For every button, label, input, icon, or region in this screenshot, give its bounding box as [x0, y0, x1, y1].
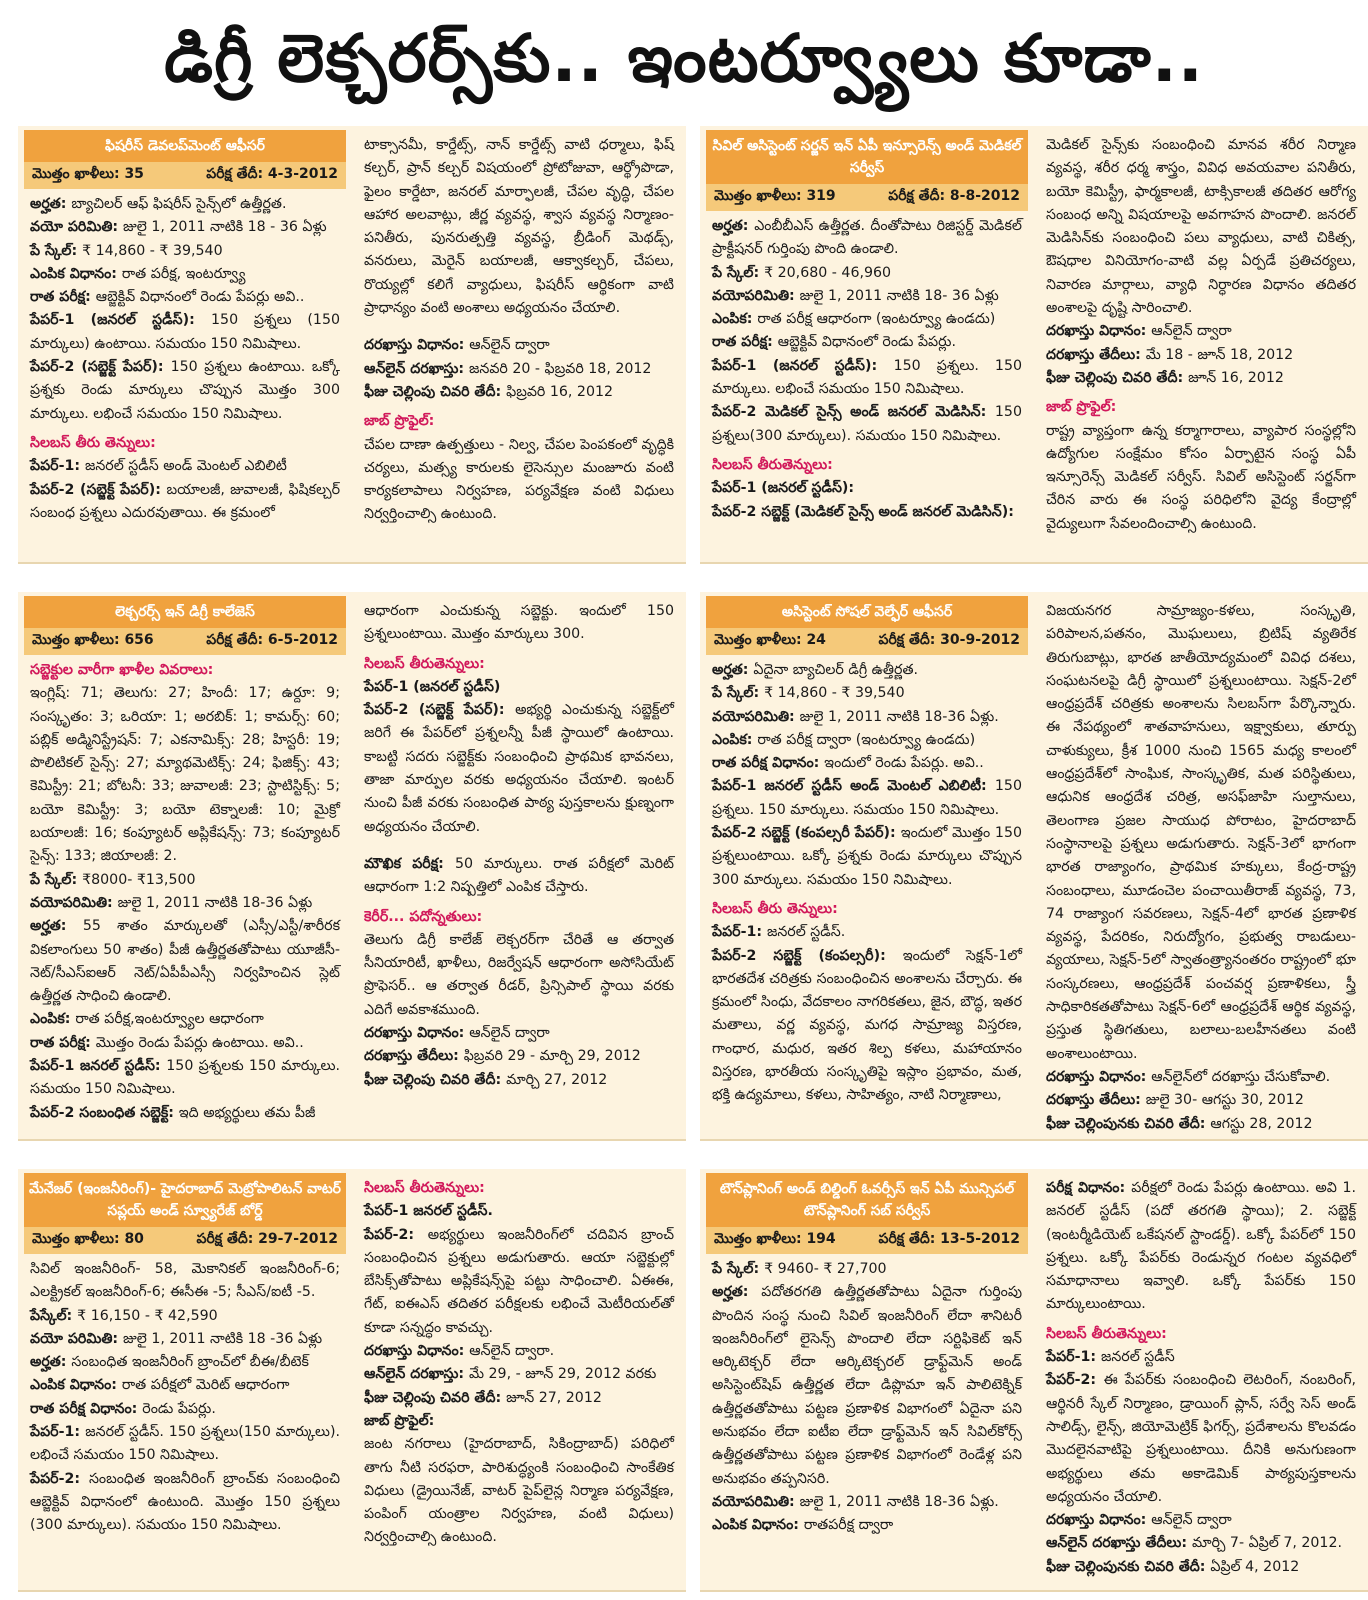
field-value: జూన్ 16, 2012 — [1188, 369, 1284, 386]
panel-title: సివిల్ అసిస్టెంట్ సర్జన్ ఇన్ ఏపీ ఇన్సూరెన్స్ అండ్ మెడికల్ సర్వీస్ — [706, 130, 1028, 184]
field-label: అర్హత: — [712, 662, 754, 678]
body-paragraph — [30, 286, 340, 309]
body-paragraph — [712, 355, 1022, 402]
panel-right-column — [1040, 130, 1362, 558]
body-paragraph — [364, 1387, 674, 1410]
field-label: పే స్కేల్: — [712, 685, 765, 702]
field-value: మెడికల్ సైన్స్‌కు సంబంధించి మానవ శరీర నిర్మాణ వ్యవస్థ, శరీర ధర్మ శాస్త్రం, వివిధ అవయవాల పనితీరు, బయో కెమిస్ట్రీ, ఫార్మకాలజీ, టాక్సికాలజీ తదితర ఆరోగ్య సంబంధ అన్ని విషయాలపై అవగాహన పొందాలి. జనరల్ మెడిసిన్‌కు సంబంధించి పలు వ్యాధులు, వాటి చికిత్స, ఔషధాల వినియోగం-వాటి వల్ల ఏర్పడే ప్రతిచర్యలు, నివారణ మార్గాలు, వ్యాధి నిర్ధారణ విధానం తదితర అంశాలపై దృష్టి సారించాలి. — [1046, 137, 1356, 317]
panel-body — [358, 130, 680, 527]
panel-body — [358, 1173, 680, 1550]
field-label: ఫీజు చెల్లింపు చివరి తేదీ: — [364, 1389, 507, 1406]
field-label: వయో పరిమితి: — [30, 219, 124, 236]
field-value: ఇందులో మొత్తం 150 ప్రశ్నలుంటాయి. ఒక్కో ప్రశ్నకు రెండు మార్కులు చొప్పున 300 మార్కులు. సమయం 150 నిమిషాలు. — [712, 825, 1022, 888]
panel-title: ఫిషరీస్ డెవలప్‌మెంట్ ఆఫీసర్ — [24, 130, 346, 162]
job-panel — [18, 592, 686, 1141]
field-label: దరఖాస్తు తేదీలు: — [1046, 1092, 1146, 1109]
field-label: రాత పరీక్ష విధానం: — [30, 1400, 143, 1417]
field-value: 150 ప్రశ్నలు ఉంటాయి. ఒక్కో ప్రశ్నకు రెండు మార్కులు చొప్పున మొత్తం 300 మార్కులు. లభించే సమయం 150 నిమిషాలు. — [30, 359, 340, 422]
body-paragraph — [364, 676, 674, 699]
field-value: జనరల్ స్టడీస్. 150 ప్రశ్నలు(150 మార్కులు). లభించే సమయం 150 నిమిషాలు. — [30, 1424, 341, 1464]
field-value: సివిల్ ఇంజనీరింగ్- 58, మెకానికల్ ఇంజనీరింగ్-6; ఎలక్ట్రికల్ ఇంజనీరింగ్-6; ఈసీఈ -5; సీఎస్/ఐటీ -5. — [30, 1261, 340, 1301]
field-value: జులై 1, 2011 నాటికి 18-36 ఏళ్లు — [117, 894, 313, 911]
field-label: దరఖాస్తు విధానం: — [1046, 1068, 1152, 1085]
body-paragraph — [1046, 1556, 1356, 1579]
field-label: అర్హత: — [30, 918, 83, 935]
field-value: ₹ 16,150 - ₹ 42,590 — [77, 1307, 218, 1324]
field-value: సంబంధిత ఇంజనీరింగ్ బ్రాంచ్‌లో బీఈ/బీటెక్ — [71, 1354, 309, 1371]
body-paragraph — [364, 1224, 674, 1340]
field-value: జులై 1, 2011 నాటికి 18- 36 ఏళ్లు — [799, 287, 999, 304]
body-paragraph — [1046, 1346, 1356, 1369]
body-paragraph — [30, 1374, 340, 1397]
body-paragraph — [1046, 1177, 1356, 1317]
field-label: పేపర్-2 సబ్జెక్ట్ (కంపల్సరీ): — [712, 947, 903, 964]
body-paragraph — [30, 1032, 340, 1055]
body-paragraph — [364, 1433, 674, 1549]
body-paragraph — [30, 309, 340, 356]
panel-body — [706, 1254, 1028, 1538]
field-label: పేపర్-1 జనరల్ స్టడీస్. — [364, 1203, 493, 1220]
body-paragraph — [712, 1514, 1022, 1537]
field-value: ఇందులో సెక్షన్-1లో భారతదేశ చరిత్రకు సంబంధించిన అంశాలను చేర్చారు. ఈ క్రమంలో సింధు, వేదకాలం నాగరికతలు, జైన, బౌద్ధ, ఇతర మతాలు, వర్ణ వ్యవస్థ, మగధ సామ్రాజ్య విస్తరణ, గాంధార, మధుర, ఇతర శిల్ప కళలు, మహాయానం విస్తరణ, భారతీయ సంస్కృతిపై ఇస్లాం ప్రభావం, మత, భక్తి ఉద్యమాలు, కళలు, సాహిత్యం, నాటి నిర్మాణాలు, — [712, 947, 1023, 1104]
field-label: రాత పరీక్ష: — [30, 1034, 96, 1051]
field-value: మార్చి 7- ఏప్రిల్ 7, 2012. — [1191, 1535, 1342, 1552]
field-value: ఏదైనా బ్యాచిలర్ డిగ్రీ ఉత్తీర్ణత. — [753, 662, 918, 678]
field-label: అర్హత: — [712, 1284, 762, 1301]
field-label: వయోపరిమితి: — [712, 287, 800, 304]
field-label: పేపర్-1 జనరల్ స్టడీస్: — [30, 1058, 167, 1075]
field-label: దరఖాస్తు విధానం: — [1046, 323, 1152, 340]
field-label: పేపర్-2: — [30, 1470, 89, 1487]
vacancies-count: మొత్తం ఖాళీలు: 656 — [32, 632, 154, 648]
field-value: ఆన్‌లైన్‌లో దరఖాస్తు చేసుకోవాలి. — [1151, 1068, 1331, 1085]
field-label: అర్హత: — [30, 196, 72, 212]
field-value: చేపల దాణా ఉత్పత్తులు - నిల్వ, చేపల పెంపకంలో వృద్ధికి చర్యలు, మత్స్య కారులకు లైసెన్సుల మంజూరు వంటి కార్యకలాపాలు నిర్వహణ, పర్యవేక్షణ వంటి విధులు నిర్వర్తించాల్సి ఉంటుంది. — [364, 436, 674, 523]
body-paragraph — [364, 1410, 674, 1433]
field-label: దరఖాస్తు విధానం: — [364, 1025, 470, 1042]
body-paragraph — [712, 331, 1022, 354]
field-value: జనరల్ స్టడీస్ — [1100, 1349, 1175, 1366]
field-label: పేపర్-1: — [30, 458, 85, 475]
field-label: దరఖాస్తు విధానం: — [1046, 1512, 1152, 1529]
field-label: దరఖాస్తు తేదీలు: — [364, 1048, 464, 1065]
field-label: పేపర్-2 (సబ్జెక్ట్ పేపర్): — [30, 481, 167, 498]
field-label: ఫీజు చెల్లింపు చివరి తేదీ: — [364, 1071, 507, 1088]
field-value: జులై 1, 2011 నాటికి 18 - 36 ఏళ్లు — [123, 219, 327, 236]
field-label: రాత పరీక్ష: — [712, 334, 778, 351]
panel-body — [1040, 130, 1362, 536]
body-paragraph — [30, 1305, 340, 1328]
panel-body — [24, 189, 346, 525]
section-heading: సిలబస్ తీరుతెన్నులు: — [1046, 1325, 1167, 1342]
job-panel — [700, 126, 1368, 564]
panel-body — [358, 596, 680, 1092]
field-value: అభ్యర్థులు ఇంజనీరింగ్‌లో చదివిన బ్రాంచ్ సంబంధించిన ప్రశ్నలు అడుగుతారు. ఆయా సబ్జెక్టుల్లో బేసిక్స్‌తోపాటు అప్లికేషన్స్‌పై పట్టు సాధించాలి. ఏఈఈ, గేట్, ఐఈఎస్ తదితర పరీక్షలకు లభించే మెటీరియల్‌తో కూడా సన్నద్ధం కావచ్చు. — [364, 1226, 674, 1336]
field-label: పే స్కేల్: — [30, 242, 83, 259]
body-paragraph — [712, 775, 1022, 822]
exam-date: పరీక్ష తేదీ: 13-5-2012 — [878, 1231, 1020, 1247]
body-paragraph — [1046, 1509, 1356, 1532]
field-value: మే 18 - జూన్ 18, 2012 — [1145, 346, 1294, 363]
body-paragraph — [1046, 1532, 1356, 1555]
panel-meta — [24, 1227, 346, 1254]
field-value: 150 ప్రశ్నలకు 150 మార్కులు. సమయం 150 నిమిషాలు. — [30, 1058, 341, 1098]
body-paragraph — [364, 334, 674, 357]
field-value: ₹ 14,860 - ₹ 39,540 — [82, 242, 223, 259]
field-label: ఫీజు చెల్లింపు చివరి తేదీ: — [364, 383, 507, 400]
panel-right-column — [1040, 596, 1362, 1135]
panel-left-column — [24, 1173, 346, 1586]
field-label: వయోపరిమితి: — [712, 1493, 800, 1510]
panel-left-column — [706, 130, 1028, 558]
panel-left-column — [706, 1173, 1028, 1586]
body-paragraph — [364, 434, 674, 527]
field-label: వయో పరిమితి: — [30, 1330, 124, 1347]
body-paragraph — [30, 356, 340, 426]
field-label: పేపర్-1: — [1046, 1349, 1101, 1366]
exam-date: పరీక్ష తేదీ: 8-8-2012 — [888, 188, 1020, 204]
field-value: ఆన్‌లైన్ ద్వారా. — [469, 1343, 555, 1360]
panel-meta — [706, 184, 1028, 211]
field-value: బ్యాచిలర్ ఆఫ్ ఫిషరీస్ సైన్స్‌లో ఉత్తీర్ణత. — [71, 196, 287, 212]
field-value: పరీక్షలో రెండు పేపర్లు ఉంటాయి. అవి 1. జనరల్ స్టడీస్ (పదో తరగతి స్థాయి); 2. సబ్జెక్ట్ (ఇంటర్మీడియెట్ ఒకేషనల్ స్టాండర్డ్). ఒక్కో పేపర్‌లో 150 ప్రశ్నలు. ఒక్కో పేపర్‌కు రెండున్నర గంటల వ్యవధిలో సమాధానాలు ఇవ్వాలి. ఒక్కో పేపర్‌కు 150 మార్కులుంటాయి. — [1046, 1180, 1356, 1313]
body-paragraph — [30, 1008, 340, 1031]
field-value: విజయనగర సామ్రాజ్యం-కళలు, సంస్కృతి, పరిపాలన,పతనం, మొఘలులు, బ్రిటిష్ వ్యతిరేక తిరుగుబాట్లు, భారత జాతీయోద్యమంలో వివిధ దశలు, సంఘటనలపై డిగ్రీ స్థాయిలో ప్రశ్నలుంటాయి. సెక్షన్-2లో ఆంధ్రప్రదేశ్ చరిత్రకు అంశాలను సిలబస్‌గా పేర్కొన్నారు. ఈ నేపథ్యంలో శాతవాహనులు, ఇక్ష్వాకులు, తూర్పు చాళుక్యులు, క్రీశ 1000 నుంచి 1565 మధ్య కాలంలో ఆంధ్రప్రదేశ్‌లో సాంఘిక, సాంస్కృతిక, మత పరిస్థితులు, ఆధునిక ఆంధ్రదేశ చరిత్ర, అసఫ్‌జాహి సుల్తానులు, తెలంగాణ ప్రజల సాయుధ పోరాటం, హైదరాబాద్ సంస్థానాలపై ప్రశ్నలు అడుగుతారు. సెక్షన్-3లో భాగంగా భారత రాజ్యాంగం, ప్రాథమిక హక్కులు, కేంద్ర-రాష్ట్ర సంబంధాలు, మూడంచెల పంచాయితీరాజ్ వ్యవస్థ, 73, 74 రాజ్యాంగ సవరణలు, సెక్షన్-4లో భారత ప్రణాళిక వ్యవస్థ, పేదరికం, నిరుద్యోగం, ప్రభుత్వ రాబడులు-వ్యయాలు, సెక్షన్-5లో స్వాతంత్ర్యానంతరం రాష్ట్రంలో భూ సంస్కరణలు, ఆంధ్రప్రదేశ్ పంచవర్ష ప్రణాళికలు, స్త్రీ సాధికారికతతోపాటు సెక్షన్-6లో ఆంధ్రప్రదేశ్ ఆర్థిక వ్యవస్థ, ప్రస్తుత స్థితిగతులు, బలాలు-బలహీనతలు వంటి అంశాలుంటాయి. — [1046, 603, 1356, 1062]
field-value: రాతపరీక్ష ద్వారా — [803, 1517, 894, 1534]
body-paragraph — [1046, 367, 1356, 390]
field-value: మొత్తం రెండు పేపర్లు ఉంటాయి. అవి.. — [95, 1034, 304, 1051]
body-paragraph — [712, 285, 1022, 308]
field-value: 50 మార్కులు. రాత పరీక్షలో మెరిట్ ఆధారంగా 1:2 నిష్పత్తిలో ఎంపిక చేస్తారు. — [364, 855, 674, 896]
body-paragraph — [30, 1328, 340, 1351]
section-heading: సిలబస్ తీరు తెన్నులు: — [30, 434, 156, 451]
body-paragraph — [712, 822, 1022, 892]
panel-left-column — [24, 596, 346, 1135]
field-label: ఆన్‌లైన్ దరఖాస్తు: — [364, 1366, 469, 1383]
body-paragraph — [364, 1069, 674, 1092]
field-value: టాక్సానమీ, కార్డేట్స్, నాన్ కార్డేట్స్ వాటి ధర్మాలు, ఫిష్ కల్చర్, ప్రాన్ కల్చర్ విషయంలో ప్రోటోజువా, ఆర్థ్రోపొడా, ఫైలం కార్డేటా, జనరల్ మార్ఫాలజీ, చేపల వృద్ధి, చేపల ఆహార అలవాట్లు, జీర్ణ వ్యవస్థ, శ్వాస వ్యవస్థ నిర్మాణం-పనితీరు, పునరుత్పత్తి వ్యవస్థ, బ్రీడింగ్ మెథడ్స్, వనరులు, మెరైన్ బయాలజీ, ఆక్వాకల్చర్, చేపలు, రొయ్యల్లో కలిగే వ్యాధులు, ఫిషరీస్ ఆర్థికంగా వాటి ప్రాధాన్యం వంటి అంశాలు అధ్యయనం చేయాలి. — [364, 137, 674, 317]
panel-body — [706, 655, 1028, 1108]
field-value: ఆన్‌లైన్ ద్వారా — [469, 337, 550, 354]
field-value: రాత పరీక్ష,ఇంటర్వ్యూల ఆధారంగా — [75, 1011, 264, 1028]
field-label: పరీక్ష విధానం: — [1046, 1180, 1132, 1196]
field-value: రాత పరీక్ష ఆధారంగా (ఇంటర్వ్యూ ఉండదు) — [757, 311, 996, 328]
panel-body — [1040, 1173, 1362, 1579]
field-value: ఆధారంగా ఎంచుకున్న సబ్జెక్టు. ఇందులో 150 ప్రశ్నలుంటాయి. మొత్తం మార్కులు 300. — [364, 603, 674, 643]
field-value: 150 ప్రశ్నలు. 150 మార్కులు. సమయం 150 నిమిషాలు. — [712, 778, 1022, 818]
field-value: ఫిబ్రవరి 29 - మార్చి 29, 2012 — [463, 1048, 641, 1065]
body-paragraph — [364, 1363, 674, 1386]
field-value: ఎంబీబీఎస్ ఉత్తీర్ణత. దీంతోపాటు రిజిస్టర్డ్ మెడికల్ ప్రాక్టీషనర్ గుర్తింపు పొంది ఉండాలి. — [712, 218, 1022, 258]
field-label: పే స్కేల్: — [30, 871, 83, 888]
section-heading: సిలబస్ తీరుతెన్నులు: — [712, 456, 833, 473]
job-panel — [700, 592, 1368, 1141]
field-label: పేపర్-2 (సబ్జెక్ట్ పేపర్): — [30, 359, 171, 376]
field-value: ఆగస్టు 28, 2012 — [1210, 1115, 1313, 1132]
field-label: ఫీజు చెల్లింపునకు చివరి తేదీ: — [1046, 1558, 1211, 1575]
body-paragraph — [30, 1398, 340, 1421]
section-heading: జాబ్ ప్రొఫైల్: — [1046, 399, 1117, 416]
body-paragraph — [30, 455, 340, 478]
body-paragraph — [712, 682, 1022, 705]
field-value: ₹ 20,680 - 46,960 — [764, 264, 892, 281]
body-paragraph — [364, 1340, 674, 1363]
panel-right-column — [358, 596, 680, 1135]
field-label: ఫీజు చెల్లింపునకు చివరి తేదీ: — [1046, 1115, 1211, 1132]
field-value: పదోతరగతి ఉత్తీర్ణతతోపాటు ఏదైనా గుర్తింపు పొందిన సంస్థ నుంచి సివిల్ ఇంజనీరింగ్ లేదా శానిటరీ ఇంజనీరింగ్‌లో లైసెన్స్ పొందాలి లేదా సర్టిఫికెట్ ఇన్ ఆర్కిటెక్చర్ లేదా ఆర్కిటెక్చరల్ డ్రాఫ్ట్‌మెన్ అండ్ అసిస్టెంట్‌షిప్ ఉత్తీర్ణత లేదా డిప్లొమా ఇన్ పాలిటెక్నిక్ ఉత్తీర్ణతతోపాటు పట్టణ ప్రణాళిక విభాగంలో ఏదైనా పని అనుభవం లేదా ఐటీఐ లేదా డ్రాఫ్ట్‌మెన్ ఇన్ సివిల్‌కోర్స్ ఉత్తీర్ణతతోపాటు పట్టణ ప్రణాళిక విభాగంలో రెండేళ్ల పని అనుభవం తప్పనిసరి. — [712, 1284, 1022, 1487]
field-value: మార్చి 27, 2012 — [506, 1071, 608, 1088]
field-value: రాత పరీక్షలో మెరిట్ ఆధారంగా — [121, 1377, 290, 1394]
field-value: ₹ 9460- ₹ 27,700 — [764, 1261, 887, 1277]
field-label: పేపర్-1: — [712, 924, 767, 941]
body-paragraph — [364, 1200, 674, 1223]
field-label: పేపర్-1 (జనరల్ స్టడీస్): — [712, 480, 855, 497]
body-paragraph — [1046, 134, 1356, 320]
body-paragraph — [712, 706, 1022, 729]
field-value: ఏప్రిల్ 4, 2012 — [1210, 1558, 1300, 1575]
body-paragraph — [364, 699, 674, 839]
body-paragraph — [712, 262, 1022, 285]
body-paragraph — [30, 193, 340, 216]
body-paragraph — [364, 358, 674, 381]
field-label: పేపర్-1 (జనరల్ స్టడీస్) — [364, 678, 501, 695]
body-paragraph — [712, 308, 1022, 331]
vacancies-count: మొత్తం ఖాళీలు: 319 — [714, 188, 836, 204]
field-label: పేపర్-2 సబ్జెక్ట్ (మెడికల్ సైన్స్ అండ్ జనరల్ మెడిసిన్): — [712, 503, 1014, 520]
field-value: తెలుగు డిగ్రీ కాలేజ్ లెక్చరర్‌గా చేరితే ఆ తర్వాత సీనియారిటీ, ఖాళీలు, రిజర్వేషన్ ఆధారంగా అసోసియేట్ ప్రొఫెసర్.. ఆ తర్వాత రీడర్, ప్రిన్సిపాల్ స్థాయి వరకు ఎదిగే అవకాశముంది. — [364, 931, 674, 1018]
body-paragraph — [1046, 420, 1356, 536]
body-paragraph — [30, 1351, 340, 1374]
body-paragraph — [30, 869, 340, 892]
body-paragraph — [1046, 320, 1356, 343]
field-label: ఎంపిక: — [712, 311, 758, 328]
body-paragraph — [1046, 600, 1356, 1066]
field-value: ఆన్‌లైన్ ద్వారా — [469, 1025, 550, 1042]
field-value: ఈ పేపర్‌కు సంబంధించి లెటరింగ్, నంబరింగ్, ఆర్థినరీ స్కేల్ నిర్మాణం, డ్రాయింగ్ ప్లాన్, సర్వే సెస్ అండ్ సాలిడ్స్, లైన్స్, జియోమెట్రిక్ ఫిగర్స్, ప్రదేశాలను కొలవడం మొదలైనవాటిపై ప్రశ్నలుంటాయి. దీనికి అనుగుణంగా అభ్యర్థులు తమ అకాడెమిక్ పాఠ్యపుస్తకాలను అధ్యయనం చేయాలి. — [1046, 1372, 1356, 1505]
field-label: ఆన్‌లైన్ దరఖాస్తు: — [364, 360, 469, 377]
panel-title: లెక్చరర్స్ ఇన్ డిగ్రీ కాలేజెస్ — [24, 596, 346, 628]
section-heading: సబ్జెక్టుల వారీగా ఖాళీల వివరాలు: — [30, 662, 214, 678]
field-value: ఆన్‌లైన్ ద్వారా — [1151, 1512, 1232, 1529]
exam-date: పరీక్ష తేదీ: 4-3-2012 — [206, 166, 338, 182]
field-value: ఆబ్జెక్టివ్ విధానంలో రెండు పేపర్లు. — [777, 334, 956, 351]
field-value: 150 ప్రశ్నలు. 150 మార్కులు. లభించే సమయం 150 నిమిషాలు. — [712, 357, 1022, 398]
section-heading: సిలబస్ తీరుతెన్నులు: — [364, 1180, 485, 1196]
vacancies-count: మొత్తం ఖాళీలు: 24 — [714, 632, 826, 648]
field-label: పేపర్-2 సబ్జెక్ట్ (కంపల్సరీ పేపర్): — [712, 825, 901, 842]
field-label: వయోపరిమితి: — [712, 708, 800, 725]
body-paragraph — [364, 381, 674, 404]
panel-left-column — [24, 130, 346, 558]
body-paragraph — [364, 600, 674, 647]
job-panel — [700, 1169, 1368, 1592]
job-panel — [18, 126, 686, 564]
field-label: పే స్కేల్: — [712, 264, 765, 281]
field-label: పేపర్-2 సంబంధిత సబ్జెక్ట్: — [30, 1104, 179, 1121]
field-value: ఇది అభ్యర్థులు తమ పీజీ — [178, 1104, 316, 1121]
field-value: ₹8000- ₹13,500 — [82, 871, 196, 888]
vacancies-count: మొత్తం ఖాళీలు: 35 — [32, 166, 144, 182]
panel-meta — [706, 628, 1028, 655]
body-paragraph — [364, 1022, 674, 1045]
field-value: జులై 1, 2011 నాటికి 18 -36 ఏళ్లు — [123, 1330, 323, 1347]
field-label: ఎంపిక విధానం: — [712, 1517, 804, 1534]
field-value: జూన్ 27, 2012 — [506, 1389, 602, 1406]
body-paragraph — [30, 1421, 340, 1468]
body-paragraph — [1046, 1089, 1356, 1112]
field-value: అభ్యర్థి ఎంచుకున్న సబ్జెక్ట్‌లో జరిగే ఈ పేపర్‌లో ప్రశ్నలన్నీ పీజీ స్థాయిలో ఉంటాయి. కాబట్టి సదరు సబ్జెక్ట్‌కు సంబంధించి ప్రాథమిక భావనలు, తాజా మార్పుల వరకు అధ్యయనం చేయాలి. ఇంటర్ నుంచి పీజీ వరకు సంబంధిత పాఠ్య పుస్తకాలను క్షుణ్నంగా అధ్యయనం చేయాలి. — [364, 702, 674, 835]
panel-meta — [24, 628, 346, 655]
panel-body — [706, 211, 1028, 524]
field-label: పేపర్-1 (జనరల్ స్టడీస్): — [30, 312, 212, 329]
panel-title: అసిస్టెంట్ సోషల్ వెల్ఫేర్ ఆఫీసర్ — [706, 596, 1028, 628]
section-heading: జాబ్ ప్రొఫైల్: — [364, 413, 435, 430]
body-paragraph — [364, 134, 674, 320]
field-value: జనవరి 20 - ఫిబ్రవరి 18, 2012 — [469, 360, 652, 377]
field-value: సంబంధిత ఇంజనీరింగ్ బ్రాంచ్‌కు సంబంధించి ఆబ్జెక్టివ్ విధానంలో ఉంటుంది. మొత్తం 150 ప్రశ్నలు (300 మార్కులు). సమయం 150 నిమిషాలు. — [30, 1470, 340, 1534]
body-paragraph — [364, 1045, 674, 1068]
field-value: ఆబ్జెక్టివ్ విధానంలో రెండు పేపర్లు అవి.. — [95, 289, 305, 306]
field-value: జనరల్ స్టడీస్. — [766, 924, 846, 941]
body-paragraph — [30, 240, 340, 263]
field-label: వయోపరిమితి: — [30, 894, 118, 911]
panel-body — [24, 655, 346, 1125]
field-value: జులై 1, 2011 నాటికి 18-36 ఏళ్లు. — [799, 708, 999, 725]
body-paragraph — [712, 729, 1022, 752]
body-paragraph — [1046, 1113, 1356, 1135]
field-label: పే స్కేల్: — [712, 1261, 765, 1277]
body-paragraph — [30, 1055, 340, 1102]
field-label: దరఖాస్తు విధానం: — [364, 337, 470, 354]
field-label: ఎంపిక విధానం: — [30, 1377, 122, 1394]
field-label: దరఖాస్తు విధానం: — [364, 1343, 470, 1360]
body-paragraph — [30, 1102, 340, 1125]
body-paragraph — [1046, 1066, 1356, 1089]
body-paragraph — [30, 1468, 340, 1538]
panel-right-column — [1040, 1173, 1362, 1586]
field-label: పేపర్-1: — [30, 1424, 86, 1441]
job-panel — [18, 1169, 686, 1592]
field-value: జనరల్ స్టడీస్ అండ్ మెంటల్ ఎబిలిటీ — [84, 458, 287, 475]
panel-title: టౌన్‌ప్లానింగ్ అండ్ బిల్డింగ్ ఓవర్సీస్ ఇన్ ఏపీ మున్సిపల్ టౌన్‌ప్లానింగ్ సబ్ సర్వీస్ — [706, 1173, 1028, 1227]
panel-left-column — [706, 596, 1028, 1135]
panel-body — [1040, 596, 1362, 1135]
field-label: ఫీజు చెల్లింపు చివరి తేదీ: — [1046, 369, 1189, 386]
field-value: 150 ప్రశ్నలు(300 మార్కులు). సమయం 150 నిమిషాలు. — [712, 404, 1022, 444]
body-paragraph — [712, 1281, 1022, 1491]
body-paragraph — [712, 752, 1022, 775]
body-paragraph — [712, 1258, 1022, 1281]
body-paragraph — [30, 915, 340, 1008]
field-label: మౌఖిక పరీక్ష: — [364, 855, 455, 872]
field-label: దరఖాస్తు తేదీలు: — [1046, 346, 1146, 363]
body-paragraph — [712, 401, 1022, 448]
body-paragraph — [364, 929, 674, 1022]
field-label: పేపర్-1 జనరల్ స్టడీస్ అండ్ మెంటల్ ఎబిలిటీ: — [712, 778, 995, 795]
field-value: ఆన్‌లైన్ ద్వారా — [1151, 323, 1232, 340]
body-paragraph — [30, 682, 340, 868]
section-heading: సిలబస్ తీరుతెన్నులు: — [364, 655, 485, 672]
section-heading: కెరీర్... పదోన్నతులు: — [364, 908, 483, 925]
field-label: ఎంపిక విధానం: — [30, 265, 122, 282]
field-label: పేపర్-2: — [1046, 1372, 1104, 1389]
panel-meta — [706, 1227, 1028, 1254]
field-value: 150 ప్రశ్నలు (150 మార్కులు) ఉంటాయి. సమయం 150 నిమిషాలు. — [30, 312, 341, 352]
field-label: పేస్కేల్: — [30, 1307, 78, 1324]
exam-date: పరీక్ష తేదీ: 30-9-2012 — [878, 632, 1020, 648]
field-label: రాత పరీక్ష విధానం: — [712, 755, 825, 772]
panel-right-column — [358, 1173, 680, 1586]
body-paragraph — [30, 1258, 340, 1305]
exam-date: పరీక్ష తేదీ: 6-5-2012 — [206, 632, 338, 648]
field-value: 55 శాతం మార్కులతో (ఎస్సీ/ఎస్టీ/శారీరక వికలాంగులు 50 శాతం) పీజీ ఉత్తీర్ణతతోపాటు యూజీసీ-నెట్/సీఎస్ఐఆర్ నెట్/ఏపీపీఎస్సీ నిర్వహించిన స్లెట్ ఉత్తీర్ణత సాధించి ఉండాలి. — [30, 918, 340, 1005]
panel-body — [24, 1254, 346, 1538]
field-value: జంట నగరాలు (హైదరాబాద్, సికింద్రాబాద్) పరిధిలో తాగు నీటి సరఫరా, పారిశుద్ధ్యంకి సంబంధించి సాంకేతిక విధులు (డ్రైయినేజ్, వాటర్ పైప్‌లైన్ల నిర్మాణ పర్యవేక్షణ, పంపింగ్ యంత్రాల నిర్వహణ, వంటి విధులు) నిర్వర్తించాల్సి ఉంటుంది. — [364, 1436, 674, 1546]
field-label: పేపర్-2: — [364, 1226, 428, 1243]
field-label: రాత పరీక్ష: — [30, 289, 96, 306]
vacancies-count: మొత్తం ఖాళీలు: 80 — [32, 1231, 144, 1247]
field-value: జులై 30- ఆగస్టు 30, 2012 — [1145, 1092, 1304, 1109]
field-value: జులై 1, 2011 నాటికి 18-36 ఏళ్లు. — [799, 1493, 999, 1510]
field-label: ఆన్‌లైన్ దరఖాస్తు తేదీలు: — [1046, 1535, 1192, 1552]
field-value: ఫిబ్రవరి 16, 2012 — [506, 383, 614, 400]
body-paragraph — [1046, 1369, 1356, 1509]
field-label: పేపర్-2 మెడికల్ సైన్స్ అండ్ జనరల్ మెడిసిన్: — [712, 404, 995, 421]
panel-right-column — [358, 130, 680, 558]
field-label: ఎంపిక: — [30, 1011, 76, 1028]
field-value: రాత పరీక్ష ద్వారా (ఇంటర్వ్యూ ఉండదు) — [757, 731, 976, 748]
section-heading: సిలబస్ తీరు తెన్నులు: — [712, 900, 838, 917]
page-headline: డిగ్రీ లెక్చరర్స్‌కు.. ఇంటర్వ్యూలు కూడా.. — [164, 20, 1204, 97]
body-paragraph — [712, 1491, 1022, 1514]
body-paragraph — [30, 216, 340, 239]
field-label: జాబ్ ప్రొఫైల్: — [364, 1412, 435, 1429]
field-value: ₹ 14,860 - ₹ 39,540 — [764, 685, 905, 702]
body-paragraph — [712, 921, 1022, 944]
body-paragraph — [1046, 344, 1356, 367]
body-paragraph — [712, 945, 1022, 1108]
body-paragraph — [712, 215, 1022, 262]
field-value: రాత పరీక్ష, ఇంటర్వ్యూ — [121, 265, 246, 282]
body-paragraph — [30, 263, 340, 286]
field-value: ఇందులో రెండు పేపర్లు. అవి.. — [824, 755, 984, 772]
panel-meta — [24, 162, 346, 189]
body-paragraph — [30, 479, 340, 526]
field-value: రెండు పేపర్లు. — [142, 1400, 216, 1417]
body-paragraph — [30, 892, 340, 915]
exam-date: పరీక్ష తేదీ: 29-7-2012 — [196, 1231, 338, 1247]
vacancies-count: మొత్తం ఖాళీలు: 194 — [714, 1231, 836, 1247]
panel-title: మేనేజర్ (ఇంజనీరింగ్)- హైదరాబాద్ మెట్రోపాలిటన్ వాటర్ సప్లయ్ అండ్ స్వ్యూరేజ్ బోర్డ్ — [24, 1173, 346, 1227]
field-value: మే 29, - జూన్ 29, 2012 వరకు — [469, 1366, 657, 1383]
body-paragraph — [712, 501, 1022, 524]
field-label: పేపర్-2 (సబ్జెక్ట్ పేపర్): — [364, 702, 516, 719]
body-paragraph — [712, 477, 1022, 500]
field-value: ఇంగ్లిష్: 71; తెలుగు: 27; హిందీ: 17; ఉర్దూ: 9; సంస్కృతం: 3; ఒరియా: 1; అరబిక్: 1; కామర్స్: 60; పబ్లిక్ అడ్మినిస్ట్రేషన్: 7; ఎకనామిక్స్: 28; హిస్టరీ: 19; పొలిటికల్ సైన్స్: 27; మ్యాథమెటిక్స్: 24; ఫిజిక్స్: 43; కెమిస్ట్రీ: 21; బోటనీ: 33; జువాలజీ: 23; స్టాటిస్టిక్స్: 5; బయో కెమిస్ట్రీ: 3; బయో టెక్నాలజీ: 10; మైక్రో బయాలజీ: 16; కంప్యూటర్ అప్లికేషన్స్: 73; కంప్యూటర్ సైన్స్: 133; జియాలజీ: 2. — [30, 685, 340, 865]
field-value: రాష్ట్ర వ్యాప్తంగా ఉన్న కర్మాగారాలు, వ్యాపార సంస్థల్లోని ఉద్యోగుల సంక్షేమం కోసం ఏర్పాటైన సంస్థ ఏపీ ఇన్సూరెన్స్ మెడికల్ సర్వీస్. సివిల్ అసిస్టెంట్ సర్జన్‌గా చేరిన వారు ఈ సంస్థ పరిధిలోని వైద్య కేంద్రాల్లో వైద్యులుగా సేవలందించాల్సి ఉంటుంది. — [1046, 422, 1356, 532]
field-label: ఎంపిక: — [712, 731, 758, 748]
body-paragraph — [712, 659, 1022, 682]
body-paragraph — [364, 853, 674, 900]
field-label: పేపర్-1 (జనరల్ స్టడీస్): — [712, 357, 894, 374]
field-value: బయాలజీ, జువాలజీ, ఫిషికల్చర్ సంబంధ ప్రశ్నలు ఎదురవుతాయి. ఈ క్రమంలో — [30, 481, 341, 521]
field-label: అర్హత: — [30, 1354, 72, 1371]
field-label: అర్హత: — [712, 218, 755, 234]
